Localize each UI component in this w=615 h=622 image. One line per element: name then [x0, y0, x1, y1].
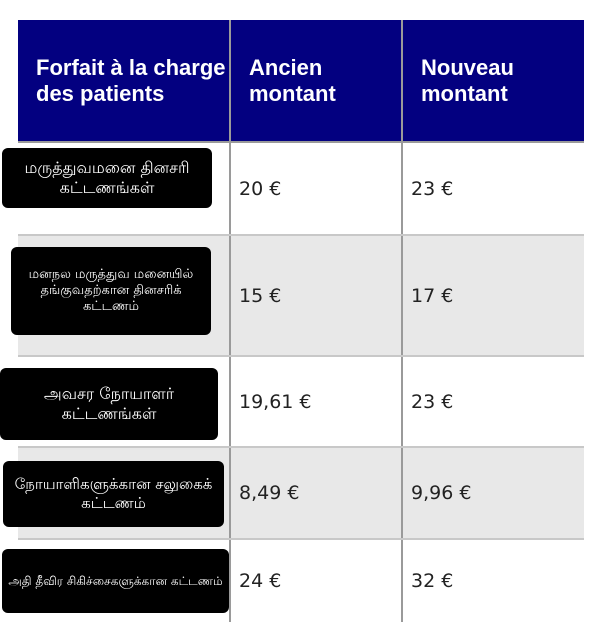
old-amount-cell: 19,61 €: [230, 356, 402, 447]
header-fee-type: Forfait à la charge des patients: [18, 20, 230, 142]
row-label-intensive-care-fee: அதி தீவிர சிகிச்சைகளுக்கான கட்டணம்: [2, 549, 229, 613]
row-label-psychiatric-daily-fee: மனநல மருத்துவ மனையில் தங்குவதற்கான தினசரிக் கட்டணம்: [11, 247, 211, 335]
header-old-amount: Ancien montant: [230, 20, 402, 142]
header-new-amount: Nouveau montant: [402, 20, 584, 142]
old-amount-cell: 24 €: [230, 539, 402, 622]
row-label-hospital-daily-fee: மருத்துவமனை தினசரி கட்டணங்கள்: [2, 148, 212, 208]
row-label-patient-flat-fee: நோயாளிகளுக்கான சலுகைக் கட்டணம்: [3, 461, 224, 527]
old-amount-cell: 8,49 €: [230, 447, 402, 539]
new-amount-cell: 23 €: [402, 142, 584, 235]
old-amount-cell: 20 €: [230, 142, 402, 235]
new-amount-cell: 9,96 €: [402, 447, 584, 539]
new-amount-cell: 17 €: [402, 235, 584, 356]
old-amount-cell: 15 €: [230, 235, 402, 356]
new-amount-cell: 23 €: [402, 356, 584, 447]
table-header-row: [18, 20, 584, 142]
row-label-emergency-fee: அவசர நோயாளர் கட்டணங்கள்: [0, 368, 218, 440]
new-amount-cell: 32 €: [411, 570, 454, 592]
